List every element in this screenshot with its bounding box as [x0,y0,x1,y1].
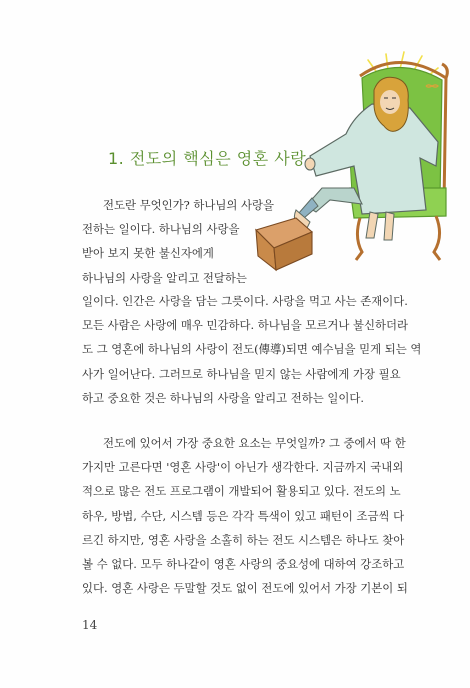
text-line: 적으로 많은 전도 프로그램이 개발되어 활용되고 있다. 전도의 노 [82,484,401,499]
text-line: 받아 보지 못한 불신자에게 [82,246,214,261]
chair-leg [434,216,440,260]
chair-leg [356,218,362,260]
text-line: 가지만 고른다면 '영혼 사랑'이 아닌가 생각한다. 지금까지 국내외 [82,460,404,475]
text-line: 사가 일어난다. 그러므로 하나님을 믿지 않는 사람에게 가장 필요 [82,366,401,381]
paragraph-2 [82,431,408,600]
text-line: 르긴 하지만, 영혼 사랑을 소홀히 하는 전도 시스템은 하나도 찾아 [82,532,405,547]
text-line: 하우, 방법, 수단, 시스템 등은 각각 특색이 있고 패턴이 조금씩 다 [82,508,405,523]
text-line: 있다. 영혼 사랑은 두말할 것도 없이 전도에 있어서 가장 기본이 되 [82,581,408,596]
paragraph-1-body [82,289,422,410]
text-line: 하나님의 사랑을 알리고 전달하는 [82,270,247,285]
page-number: 14 [82,618,98,632]
text-line: 하고 중요한 것은 하나님의 사랑을 알리고 전하는 일이다. [82,390,365,405]
text-line: 전하는 일이다. 하나님의 사랑을 [82,222,240,237]
text-line: 일이다. 인간은 사랑을 담는 그릇이다. 사랑을 먹고 사는 존재이다. [82,294,408,308]
text-line: 모든 사람은 사랑에 매우 민감하다. 하나님을 모르거나 불신하더라 [82,318,409,333]
chapter-title: 1. 전도의 핵심은 영혼 사랑 [108,149,307,168]
text-line: 도 그 영혼에 하나님의 사랑이 전도(傳導)되면 예수님을 믿게 되는 역 [82,342,422,357]
text-line: 전도란 무엇인가? 하나님의 사랑을 [103,198,275,212]
paragraph-1-wrapped [82,193,275,290]
text-line: 전도에 있어서 가장 중요한 요소는 무엇일까? 그 중에서 딱 한 [103,436,406,450]
text-line: 볼 수 없다. 모두 하나같이 영혼 사랑의 중요성에 대하여 강조하고 [82,556,405,571]
